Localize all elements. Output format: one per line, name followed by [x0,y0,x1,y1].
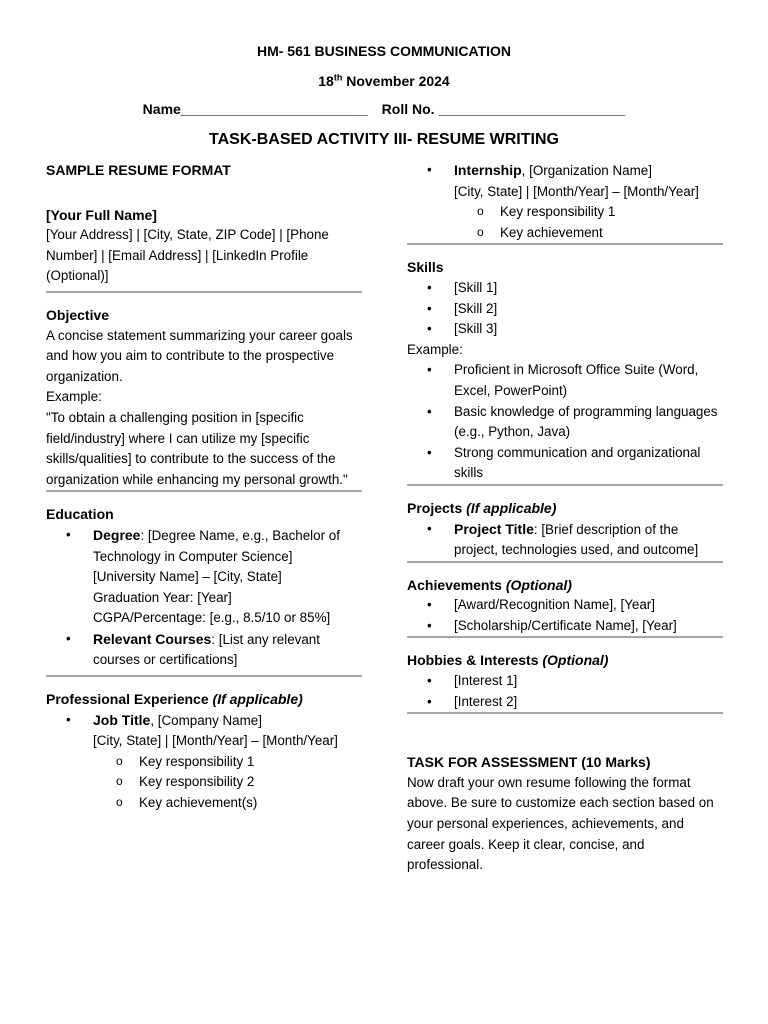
list-item: o Key responsibility 1 [407,202,723,223]
education-heading: Education [46,506,114,523]
right-column [407,160,723,876]
hobbies-list [407,671,723,712]
name-roll-line [0,101,768,117]
achievements-list [407,595,723,636]
task-text: Now draft your own resume following the format above. Be sure to customize each section based on your personal experiences, achievements, and career goals. Keep it clear, concise, and professional. [407,774,714,873]
format-heading: SAMPLE RESUME FORMAT [46,162,231,178]
objective-example-label: Example: [46,389,102,405]
roll-field: Roll No. ________________________ [381,101,626,117]
list-item: o Key achievement [407,223,723,244]
skills-example-label: Example: [407,341,463,357]
education-list [46,525,362,671]
list-item: • Proficient in Microsoft Office Suite (Word, Excel, PowerPoint) [407,360,723,401]
hobbies-heading: Hobbies & Interests (Optional) [407,652,609,669]
course-title: HM- 561 BUSINESS COMMUNICATION [256,43,512,59]
list-item: • Job Title, [Company Name] [City, State] | [Month/Year] – [Month/Year] [46,710,362,752]
achievements-heading: Achievements (Optional) [407,576,572,593]
full-name: [Your Full Name] [46,206,157,223]
list-item: • Relevant Courses: [List any relevant courses or certifications] [46,629,362,671]
list-item: • [Skill 1] [407,278,723,299]
list-item: • Strong communication and organizational skills [407,443,723,484]
list-item: • [Skill 2] [407,299,723,320]
skills-example-list [407,360,723,484]
list-item: • [Interest 1] [407,671,723,692]
objective-example: "To obtain a challenging position in [specific field/industry] where I can utilize my [specific skills/qualities] to contribute to the success of the organization while enhancing my personal growth." [46,409,348,487]
left-column [46,160,362,814]
experience-heading: Professional Experience (If applicable) [46,691,303,708]
list-item: o Key responsibility 1 [46,752,362,773]
list-item: • [Skill 3] [407,319,723,340]
list-item: o Key achievement(s) [46,793,362,814]
list-item: • [Scholarship/Certificate Name], [Year] [407,616,723,637]
activity-title: TASK-BASED ACTIVITY III- RESUME WRITING [209,131,559,148]
task-heading: TASK FOR ASSESSMENT (10 Marks) [407,754,651,771]
list-item: • [Interest 2] [407,692,723,713]
list-item: • Basic knowledge of programming languages (e.g., Python, Java) [407,402,723,443]
list-item: • [Award/Recognition Name], [Year] [407,595,723,616]
projects-list [407,519,723,561]
name-field: Name________________________ [142,101,368,117]
objective-heading: Objective [46,306,110,323]
contact-line: [Your Address] | [City, State, ZIP Code] | [Phone Number] | [Email Address] | [LinkedIn Profile (Optional)] [46,227,329,284]
list-item: • Project Title: [Brief description of the project, technologies used, and outcome] [407,519,723,561]
date: 18th November 2024 [318,72,450,89]
skills-heading: Skills [407,259,444,276]
experience-list [46,710,362,814]
list-item: o Key responsibility 2 [46,772,362,793]
list-item: • Internship, [Organization Name] [City, State] | [Month/Year] – [Month/Year] [407,160,723,202]
internship-list [407,160,723,243]
projects-heading: Projects (If applicable) [407,499,557,516]
skills-list [407,278,723,340]
objective-text: A concise statement summarizing your career goals and how you aim to contribute to the prospective organization. [46,327,353,384]
list-item: • Degree: [Degree Name, e.g., Bachelor of Technology in Computer Science] [University Name] – [City, State] Graduation Year: [Year] CGPA/Percentage: [e.g., 8.5/10 or 85%] [46,525,362,629]
